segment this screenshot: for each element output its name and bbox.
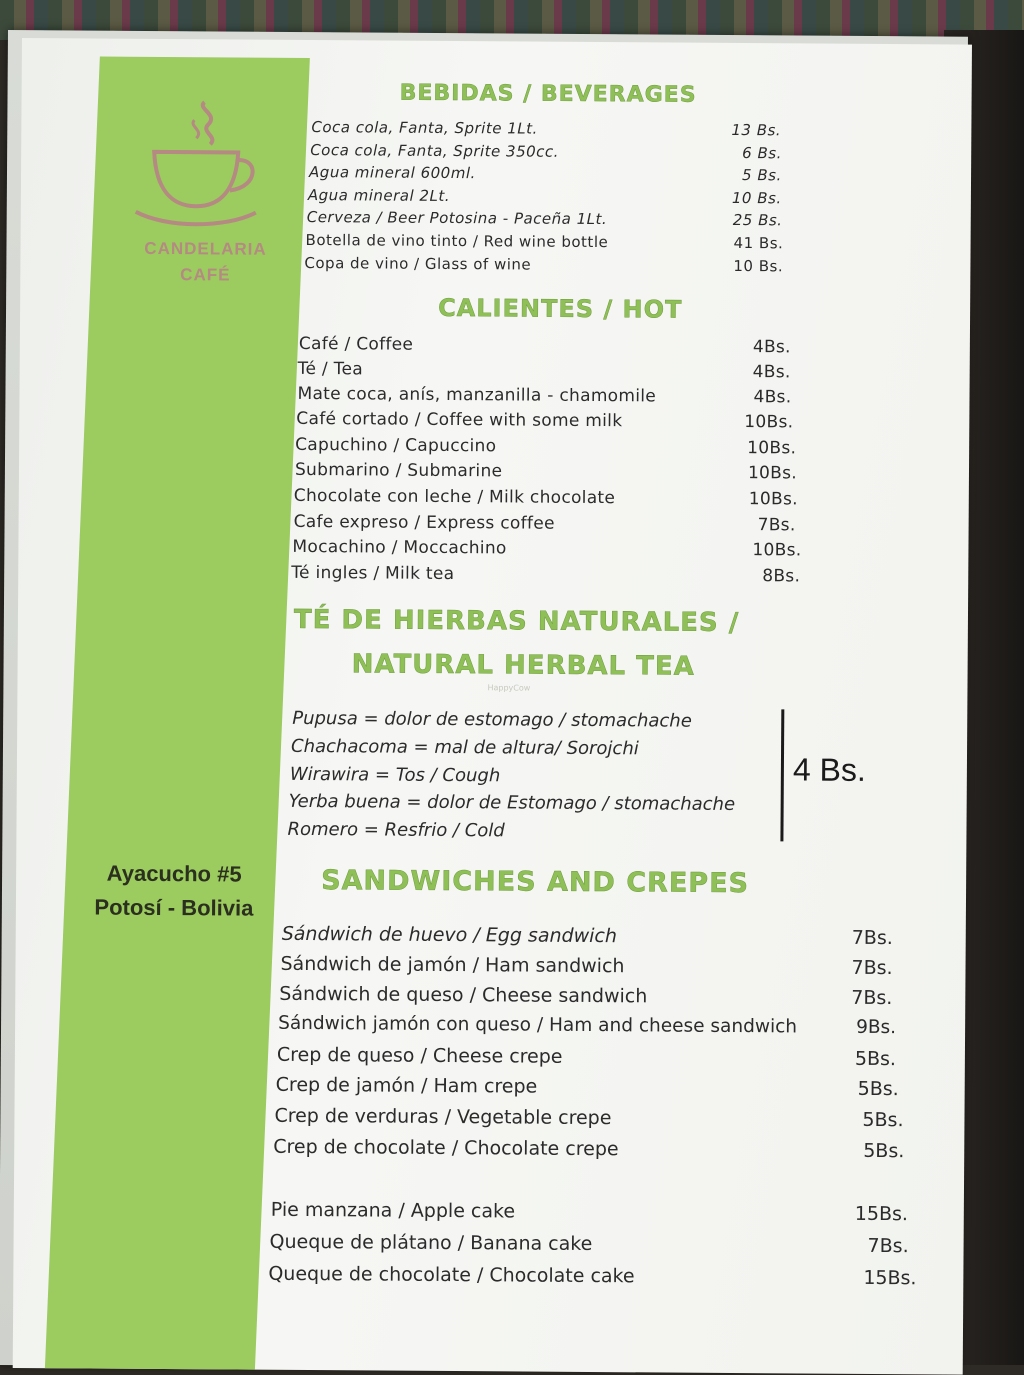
menu-item: Yerba buena = dolor de Estomago / stomachache [288, 790, 736, 815]
item-name: Sándwich de jamón / Ham sandwich [280, 952, 625, 978]
herbal-title-line2: NATURAL HERBAL TEA [351, 649, 695, 682]
item-name: Té ingles / Milk tea [291, 562, 455, 585]
item-price: 5Bs. [863, 1139, 905, 1163]
menu-item: Romero = Resfrio / Cold [287, 818, 505, 842]
item-price: 10Bs. [747, 438, 797, 459]
item-price: 25 Bs. [732, 210, 783, 230]
item-name: Cafe expreso / Express coffee [293, 511, 555, 534]
item-price: 8Bs. [762, 566, 801, 587]
item-price: 41 Bs. [733, 233, 784, 253]
menu-page [13, 38, 972, 1375]
herbal-price: 4 Bs. [792, 751, 866, 788]
item-price: 5Bs. [862, 1108, 904, 1132]
item-price: 15Bs. [863, 1266, 917, 1290]
item-name: Capuchino / Capuccino [295, 434, 497, 457]
item-name: Agua mineral 2Lt. [307, 186, 451, 205]
item-name: Queque de chocolate / Chocolate cake [268, 1262, 635, 1288]
item-name: Botella de vino tinto / Red wine bottle [305, 230, 609, 252]
item-price: 4Bs. [753, 387, 792, 408]
item-name: Crep de jamón / Ham crepe [275, 1073, 538, 1098]
item-name: Chocolate con leche / Milk chocolate [293, 485, 616, 509]
item-price: 6 Bs. [742, 144, 782, 163]
item-price: 10Bs. [752, 540, 802, 561]
beverages-title: BEBIDAS / BEVERAGES [399, 80, 697, 108]
item-name: Crep de queso / Cheese crepe [276, 1043, 563, 1068]
item-price: 7Bs. [757, 515, 796, 536]
item-price: 10 Bs. [731, 188, 782, 208]
item-name: Submarino / Submarine [294, 459, 503, 482]
item-price: 10 Bs. [733, 256, 784, 276]
item-price: 10Bs. [748, 489, 798, 510]
address-line2: Potosí - Bolivia [94, 894, 254, 921]
item-name: Sándwich de huevo / Egg sandwich [281, 922, 618, 948]
menu-item: Pupusa = dolor de estomago / stomachache [292, 707, 692, 732]
item-name: Café / Coffee [298, 333, 414, 355]
address-line1: Ayacucho #5 [106, 860, 242, 887]
item-name: Café cortado / Coffee with some milk [296, 408, 623, 432]
item-price: 10Bs. [744, 412, 794, 433]
brand-name-line1: CANDELARIA [144, 238, 267, 259]
item-price: 5Bs. [857, 1077, 899, 1101]
item-name: Cerveza / Beer Potosina - Paceña 1Lt. [306, 207, 608, 229]
item-price: 4Bs. [752, 337, 791, 358]
item-name: Crep de chocolate / Chocolate crepe [273, 1135, 619, 1161]
watermark-text: HappyCow [487, 683, 531, 693]
price-bracket-bar [780, 709, 784, 841]
item-name: Agua mineral 600ml. [309, 163, 476, 183]
item-name: Copa de vino / Glass of wine [304, 253, 532, 274]
item-price: 5Bs. [854, 1047, 897, 1071]
item-price: 10Bs. [747, 463, 798, 484]
address [64, 856, 284, 926]
item-name: Coca cola, Fanta, Sprite 1Lt. [311, 118, 538, 138]
item-name: Pie manzana / Apple cake [270, 1198, 516, 1223]
item-name: Sándwich de queso / Cheese sandwich [279, 982, 648, 1008]
item-price: 7Bs. [851, 956, 893, 980]
hot-title: CALIENTES / HOT [438, 293, 683, 324]
item-price: 9Bs. [856, 1016, 897, 1039]
item-price: 7Bs. [851, 986, 893, 1010]
herbal-title-line1: TÉ DE HIERBAS NATURALES / [293, 604, 740, 639]
item-name: Sándwich jamón con queso / Ham and cheese sandwich [278, 1012, 798, 1038]
menu-item: Chachacoma = mal de altura/ Sorojchi [290, 735, 639, 760]
item-price: 13 Bs. [731, 120, 782, 140]
item-price: 5 Bs. [741, 166, 782, 185]
item-price: 7Bs. [851, 926, 893, 950]
item-price: 4Bs. [752, 362, 791, 383]
item-price: 7Bs. [867, 1234, 909, 1258]
item-name: Crep de verduras / Vegetable crepe [274, 1104, 612, 1130]
sandwiches-title: SANDWICHES AND CREPES [321, 865, 750, 900]
item-name: Queque de plátano / Banana cake [269, 1230, 593, 1256]
item-name: Mocachino / Moccachino [292, 536, 507, 559]
brand-name-line2: CAFÉ [180, 265, 231, 285]
item-name: Mate coca, anís, manzanilla - chamomile [297, 383, 657, 407]
coffee-cup-logo-icon [126, 94, 267, 235]
brand-name [110, 236, 300, 289]
item-price: 15Bs. [854, 1202, 909, 1226]
item-name: Coca cola, Fanta, Sprite 350cc. [310, 141, 560, 161]
menu-item: Wirawira = Tos / Cough [289, 763, 501, 787]
item-name: Té / Tea [297, 358, 364, 380]
